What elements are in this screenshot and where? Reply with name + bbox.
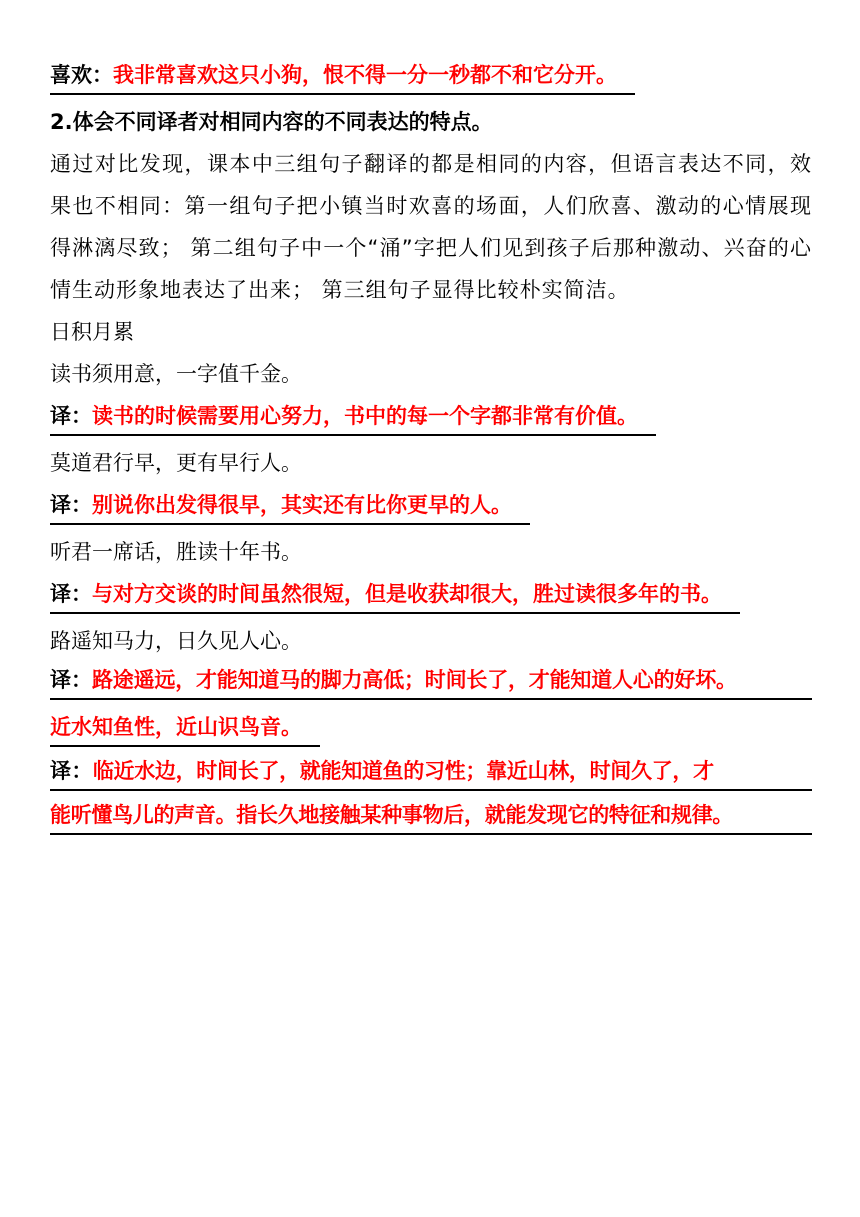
daily-translation-5-row-1 — [50, 753, 812, 791]
daily-translation-block-5 — [50, 753, 812, 835]
daily-translation-underline-2 — [50, 487, 530, 525]
daily-translation-line-4 — [50, 662, 812, 700]
translate-label: 译： — [50, 668, 92, 692]
daily-translation-1: 读书的时候需要用心努力，书中的每一个字都非常有价值。 — [92, 404, 638, 428]
daily-translation-3: 与对方交谈的时间虽然很短，但是收获却很大，胜过读很多年的书。 — [92, 582, 722, 606]
daily-translation-5-line-1: 临近水边，时间长了，就能知道鱼的习性；靠近山林，时间久了，才 — [92, 759, 714, 783]
daily-quote-5: 近水知鱼性，近山识鸟音。 — [50, 715, 302, 739]
daily-quote-4: 路遥知马力，日久见人心。 — [50, 629, 302, 653]
daily-translation-line-1 — [50, 395, 812, 442]
daily-quote-1: 读书须用意，一字值千金。 — [50, 362, 302, 386]
daily-quote-2: 莫道君行早，更有早行人。 — [50, 451, 302, 475]
daily-translation-2: 别说你出发得很早，其实还有比你更早的人。 — [92, 493, 512, 517]
daily-translation-4: 路途遥远，才能知道马的脚力高低；时间长了，才能知道人心的好坏。 — [92, 668, 737, 692]
translate-label: 译： — [50, 404, 92, 428]
section2-heading: 2.体会不同译者对相同内容的不同表达的特点。 — [50, 110, 493, 134]
section2-body: 通过对比发现，课本中三组句子翻译的都是相同的内容，但语言表达不同，效果也不相同：第一组句子把小镇当时欢喜的场面，人们欣喜、激动的心情展现得淋漓尽致； 第二组句子中一个“涌”字把人们见到孩子后那种激动、兴奋的心情生动形象地表达了出来； 第三组句子显得比较朴实简洁。 — [50, 152, 812, 302]
daily-translation-underline-3 — [50, 576, 740, 614]
daily-translation-5-row-2 — [50, 797, 812, 835]
translate-label: 译： — [50, 759, 93, 783]
translate-label: 译： — [50, 493, 92, 517]
daily-title: 日积月累 — [50, 320, 134, 344]
document-page — [50, 54, 812, 841]
daily-translation-underline-1 — [50, 398, 656, 436]
translate-label: 译： — [50, 582, 92, 606]
intro-label: 喜欢： — [50, 63, 113, 87]
daily-translation-5-line-2: 能听懂鸟儿的声音。指长久地接触某种事物后，就能发现它的特征和规律。 — [50, 803, 734, 827]
daily-quote-5-underline — [50, 709, 320, 747]
daily-translation-underline-4 — [50, 662, 812, 700]
daily-quote-5-line — [50, 706, 812, 753]
intro-line — [50, 54, 812, 101]
intro-underline — [50, 57, 635, 95]
intro-answer: 我非常喜欢这只小狗，恨不得一分一秒都不和它分开。 — [113, 63, 617, 87]
daily-translation-line-3 — [50, 573, 812, 620]
daily-quote-3: 听君一席话，胜读十年书。 — [50, 540, 302, 564]
daily-translation-line-2 — [50, 484, 812, 531]
